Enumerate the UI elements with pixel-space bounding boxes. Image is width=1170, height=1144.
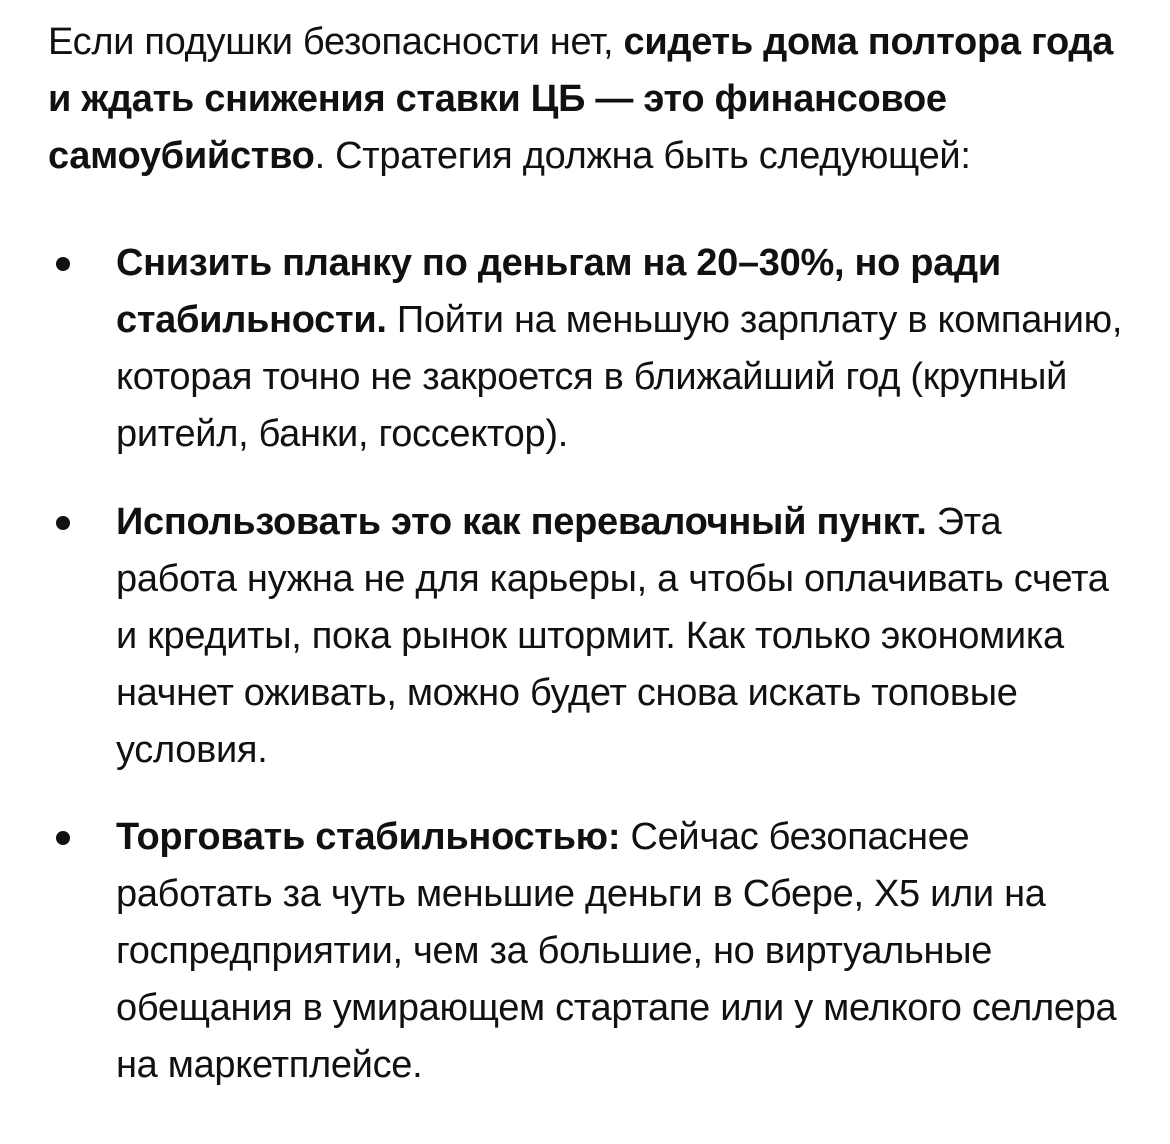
list-item-text: Пойти на меньшую зарплату в компанию, которая точно не закроется в ближайший год (крупный ритейл, банки, госсектор). xyxy=(116,299,1123,455)
intro-paragraph xyxy=(48,14,1128,185)
list-item xyxy=(48,235,1128,463)
bullet-icon xyxy=(56,257,70,271)
strategy-list xyxy=(48,235,1128,1094)
bullet-icon xyxy=(56,831,70,845)
list-item-bold: Использовать это как перевалочный пункт. xyxy=(116,501,927,543)
intro-tail-text: . Стратегия должна быть следующей: xyxy=(314,135,971,177)
list-item xyxy=(48,809,1128,1094)
list-item-text: Эта работа нужна не для карьеры, а чтобы оплачивать счета и кредиты, пока рынок штормит. Как только экономика начнет оживать, можно будет снова искать топовые условия. xyxy=(116,501,1109,771)
intro-bold-text: сидеть дома полтора года и ждать снижения ставки ЦБ — это финансовое самоубийство xyxy=(48,21,1114,177)
list-item-bold: Торговать стабильностью: xyxy=(116,816,621,858)
list-item xyxy=(48,494,1128,779)
article-body xyxy=(48,14,1128,1094)
intro-lead-text: Если подушки безопасности нет, xyxy=(48,21,614,63)
list-item-bold: Снизить планку по деньгам на 20–30%, но ради стабильности. xyxy=(116,242,1001,341)
bullet-icon xyxy=(56,516,70,530)
list-item-text: Сейчас безопаснее работать за чуть меньшие деньги в Сбере, Х5 или на госпредприятии, чем за большие, но виртуальные обещания в умирающем стартапе или у мелкого селлера на маркетплейсе. xyxy=(116,816,1117,1086)
